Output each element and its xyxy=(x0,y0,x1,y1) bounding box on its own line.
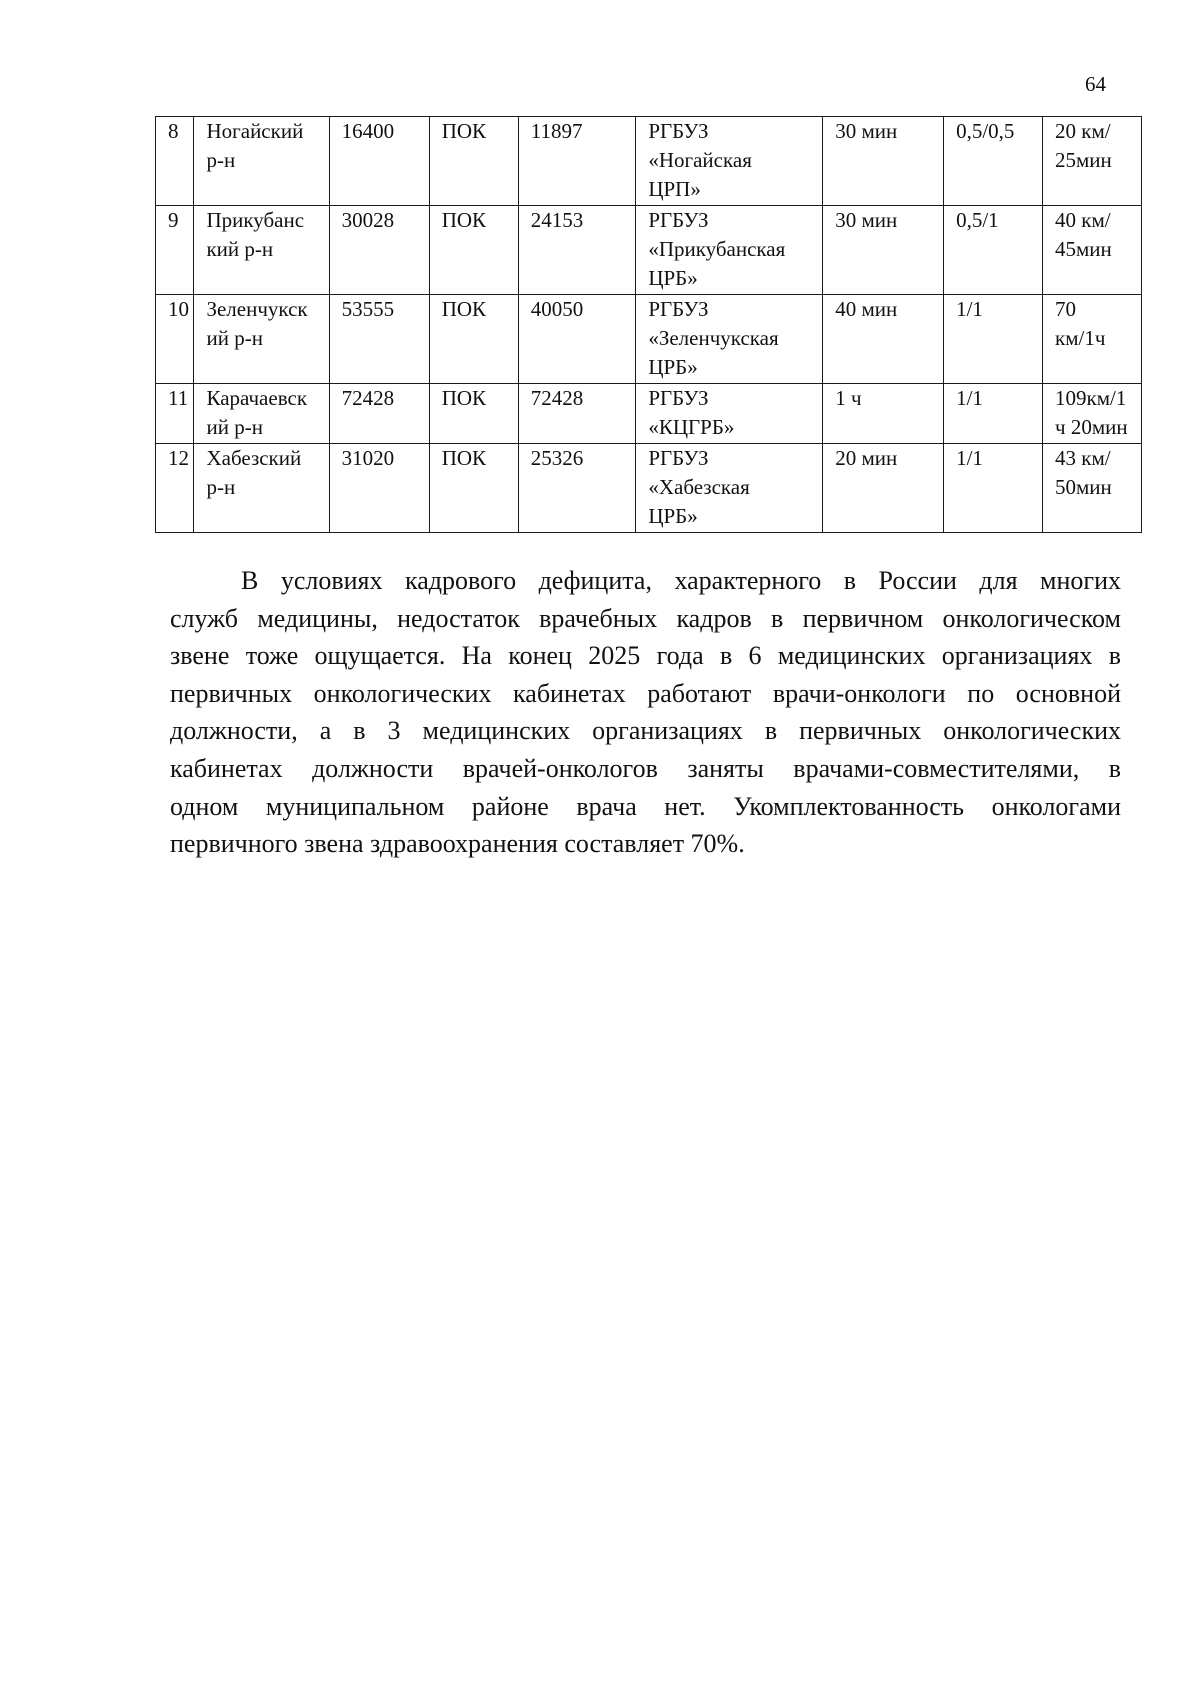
cell-institution-line: РГБУЗ xyxy=(648,297,709,321)
paragraph-line: кабинетах должности врачей-онкологов заняты врачами-совместителями, в xyxy=(170,753,1121,783)
cell-population xyxy=(329,295,429,384)
page-number: 64 xyxy=(1085,72,1106,96)
cell-distance-line: 50мин xyxy=(1055,475,1112,499)
cell-row-number xyxy=(156,295,194,384)
cell-row-number xyxy=(156,444,194,533)
cell-travel-time-text: 30 мин xyxy=(835,208,898,232)
cell-distance xyxy=(1043,444,1142,533)
cell-distance xyxy=(1043,384,1142,444)
cell-office-type-text: ПОК xyxy=(441,119,487,143)
cell-office-type xyxy=(429,206,518,295)
cell-row-number xyxy=(156,384,194,444)
cell-district xyxy=(194,384,329,444)
cell-institution-line: ЦРБ» xyxy=(648,355,698,379)
cell-district-line: кий р-н xyxy=(206,237,274,261)
cell-district-line: Ногайский xyxy=(206,119,304,143)
cell-served-population xyxy=(518,295,636,384)
cell-institution-line: РГБУЗ xyxy=(648,446,709,470)
cell-distance-line: 25мин xyxy=(1055,148,1112,172)
cell-institution-line: «Зеленчукская xyxy=(648,326,779,350)
paragraph-line: должности, а в 3 медицинских организациях в первичных онкологических xyxy=(170,716,1121,746)
body-paragraph xyxy=(170,562,1121,863)
cell-staff-rate xyxy=(944,117,1043,206)
cell-staff-rate-text: 0,5/1 xyxy=(956,208,999,232)
cell-office-type-text: ПОК xyxy=(441,386,487,410)
cell-office-type-text: ПОК xyxy=(441,297,487,321)
cell-row-number xyxy=(156,117,194,206)
cell-population-text: 31020 xyxy=(341,446,395,470)
cell-institution-line: «Хабезская xyxy=(648,475,750,499)
cell-travel-time xyxy=(823,206,944,295)
cell-served-population xyxy=(518,384,636,444)
cell-travel-time xyxy=(823,444,944,533)
cell-distance xyxy=(1043,295,1142,384)
cell-travel-time-text: 40 мин xyxy=(835,297,898,321)
cell-institution-line: «Прикубанская xyxy=(648,237,786,261)
cell-row-number-text: 8 xyxy=(168,119,179,143)
cell-row-number-text: 9 xyxy=(168,208,179,232)
cell-population xyxy=(329,384,429,444)
cell-distance-line: 45мин xyxy=(1055,237,1112,261)
cell-institution-line: ЦРБ» xyxy=(648,504,698,528)
cell-staff-rate xyxy=(944,295,1043,384)
cell-served-population xyxy=(518,117,636,206)
cell-staff-rate xyxy=(944,384,1043,444)
cell-staff-rate xyxy=(944,444,1043,533)
cell-staff-rate-text: 1/1 xyxy=(956,446,983,470)
cell-row-number-text: 11 xyxy=(168,386,189,410)
cell-distance xyxy=(1043,206,1142,295)
cell-institution-line: ЦРБ» xyxy=(648,266,698,290)
cell-population-text: 30028 xyxy=(341,208,395,232)
cell-staff-rate-text: 1/1 xyxy=(956,297,983,321)
paragraph-line: служб медицины, недостаток врачебных кадров в первичном онкологическом xyxy=(170,603,1121,633)
cell-institution-line: РГБУЗ xyxy=(648,208,709,232)
cell-institution xyxy=(636,444,823,533)
cell-distance-line: 20 км/ xyxy=(1055,119,1111,143)
cell-district xyxy=(194,444,329,533)
paragraph-line: первичных онкологических кабинетах работают врачи-онкологи по основной xyxy=(170,678,1121,708)
cell-population-text: 72428 xyxy=(341,386,395,410)
cell-served-population-text: 11897 xyxy=(530,119,583,143)
cell-travel-time xyxy=(823,117,944,206)
cell-travel-time-text: 30 мин xyxy=(835,119,898,143)
cell-travel-time-text: 1 ч xyxy=(835,386,862,410)
cell-distance xyxy=(1043,117,1142,206)
cell-served-population-text: 40050 xyxy=(530,297,584,321)
cell-institution-line: «Ногайская xyxy=(648,148,752,172)
cell-staff-rate-text: 1/1 xyxy=(956,386,983,410)
cell-travel-time xyxy=(823,384,944,444)
cell-row-number-text: 12 xyxy=(168,446,189,470)
cell-office-type xyxy=(429,444,518,533)
cell-population xyxy=(329,117,429,206)
cell-district-line: Карачаевск xyxy=(206,386,308,410)
cell-institution-line: РГБУЗ xyxy=(648,119,709,143)
cell-population-text: 53555 xyxy=(341,297,395,321)
cell-served-population xyxy=(518,206,636,295)
cell-institution xyxy=(636,206,823,295)
table-body xyxy=(156,117,1142,533)
cell-served-population xyxy=(518,444,636,533)
cell-district-line: р-н xyxy=(206,475,236,499)
cell-staff-rate xyxy=(944,206,1043,295)
cell-travel-time xyxy=(823,295,944,384)
cell-population xyxy=(329,206,429,295)
cell-district-line: ий р-н xyxy=(206,326,263,350)
cell-served-population-text: 24153 xyxy=(530,208,584,232)
cell-district xyxy=(194,206,329,295)
cell-institution-line: «КЦГРБ» xyxy=(648,415,735,439)
cell-office-type-text: ПОК xyxy=(441,446,487,470)
cell-office-type xyxy=(429,295,518,384)
cell-institution-line: РГБУЗ xyxy=(648,386,709,410)
cell-district-line: Зеленчукск xyxy=(206,297,308,321)
cell-served-population-text: 25326 xyxy=(530,446,584,470)
cell-distance-line: км/1ч xyxy=(1055,326,1106,350)
cell-institution xyxy=(636,295,823,384)
cell-population-text: 16400 xyxy=(341,119,395,143)
cell-office-type xyxy=(429,117,518,206)
cell-district-line: Прикубанс xyxy=(206,208,305,232)
cell-distance-line: ч 20мин xyxy=(1055,415,1128,439)
cell-institution xyxy=(636,384,823,444)
paragraph-line: В условиях кадрового дефицита, характерного в России для многих xyxy=(241,566,1121,595)
cell-district xyxy=(194,295,329,384)
cell-institution-line: ЦРП» xyxy=(648,177,701,201)
cell-office-type xyxy=(429,384,518,444)
cell-district-line: ий р-н xyxy=(206,415,263,439)
cell-distance-line: 43 км/ xyxy=(1055,446,1111,470)
table-row xyxy=(156,206,1142,295)
cell-district-line: р-н xyxy=(206,148,236,172)
oncology-offices-table xyxy=(155,116,1142,533)
cell-served-population-text: 72428 xyxy=(530,386,584,410)
cell-distance-line: 70 xyxy=(1055,297,1077,321)
paragraph-line: одном муниципальном районе врача нет. Укомплектованность онкологами xyxy=(170,791,1121,821)
table-row xyxy=(156,384,1142,444)
cell-staff-rate-text: 0,5/0,5 xyxy=(956,119,1015,143)
cell-distance-line: 109км/1 xyxy=(1055,386,1127,410)
cell-row-number xyxy=(156,206,194,295)
table-row xyxy=(156,117,1142,206)
cell-population xyxy=(329,444,429,533)
paragraph-line: первичного звена здравоохранения составляет 70%. xyxy=(170,829,745,859)
cell-distance-line: 40 км/ xyxy=(1055,208,1111,232)
paragraph-line: звене тоже ощущается. На конец 2025 года в 6 медицинских организациях в xyxy=(170,641,1121,671)
cell-office-type-text: ПОК xyxy=(441,208,487,232)
table-row xyxy=(156,444,1142,533)
cell-row-number-text: 10 xyxy=(168,297,189,321)
table-row xyxy=(156,295,1142,384)
cell-district-line: Хабезский xyxy=(206,446,302,470)
cell-district xyxy=(194,117,329,206)
cell-institution xyxy=(636,117,823,206)
cell-travel-time-text: 20 мин xyxy=(835,446,898,470)
